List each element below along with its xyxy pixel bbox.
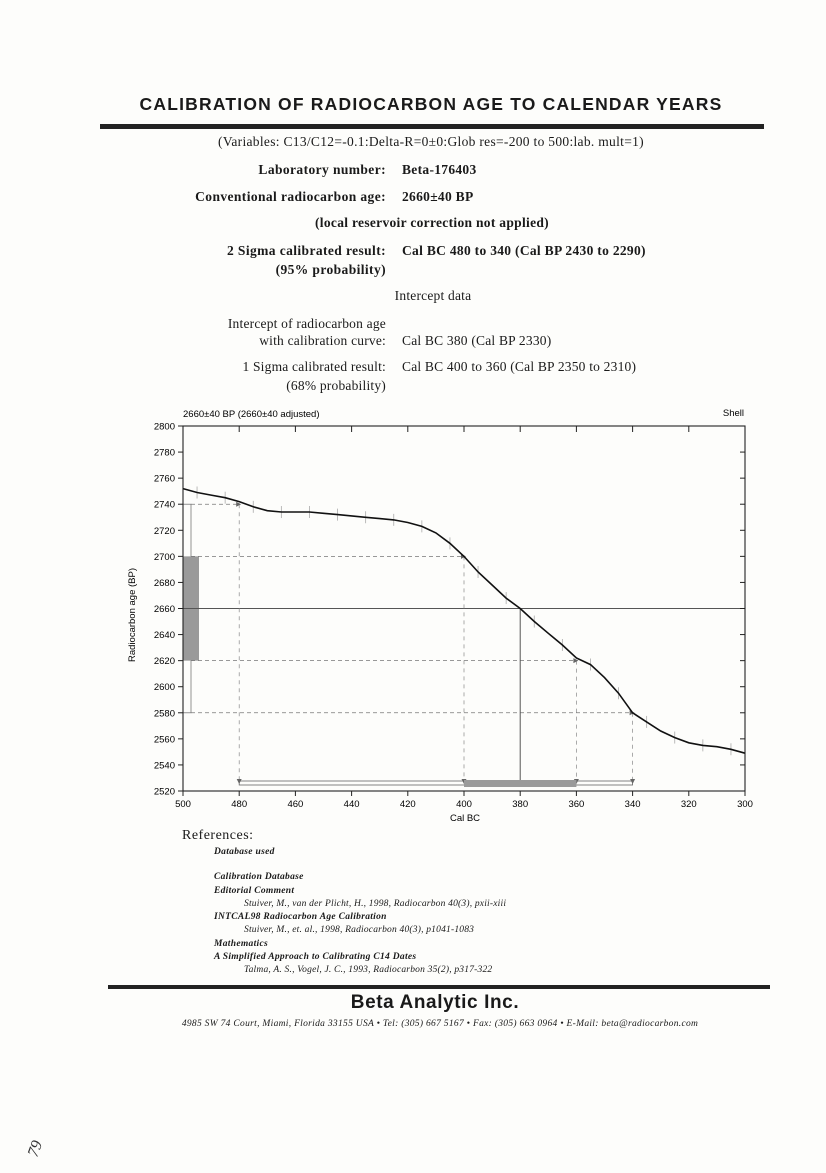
chart-corner-label: Shell: [722, 408, 744, 419]
one-sigma-result: Cal BC 400 to 360 (Cal BP 2350 to 2310): [402, 359, 637, 374]
two-sigma-result: Cal BC 480 to 340 (Cal BP 2430 to 2290): [402, 243, 646, 258]
x-tick-label: 420: [399, 799, 416, 810]
y-tick-label: 2660: [153, 604, 175, 615]
y-tick-label: 2560: [153, 734, 175, 746]
x-tick-label: 400: [456, 799, 472, 810]
y-tick-label: 2800: [153, 421, 175, 433]
footer-rule: [108, 985, 770, 989]
y-tick-label: 2680: [153, 577, 175, 589]
conventional-age-value: 2660±40 BP: [402, 189, 474, 204]
ref-approach-title: A Simplified Approach to Calibrating C14 Dates: [214, 952, 417, 962]
conventional-age-label: Conventional radiocarbon age:: [195, 189, 386, 204]
margin-handwritten-note: 79: [24, 1138, 47, 1160]
company-name: Beta Analytic Inc.: [350, 992, 520, 1013]
one-sigma-cal-range: [464, 780, 576, 787]
x-tick-label: 440: [343, 799, 360, 810]
ref-database-used: Database used: [214, 847, 275, 857]
lab-number-value: Beta-176403: [402, 162, 477, 177]
variables-line: (Variables: C13/C12=-0.1:Delta-R=0±0:Glob res=-200 to 500:lab. mult=1): [218, 134, 644, 149]
y-tick-label: 2540: [153, 760, 175, 772]
ref-intcal-title: INTCAL98 Radiocarbon Age Calibration: [214, 912, 387, 922]
y-tick-label: 2720: [153, 525, 175, 537]
y-tick-label: 2760: [153, 473, 175, 485]
y-axis-label: Radiocarbon age (BP): [127, 568, 138, 662]
y-tick-label: 2700: [153, 551, 175, 563]
x-tick-label: 340: [624, 799, 641, 810]
one-sigma-label: 1 Sigma calibrated result:: [242, 359, 386, 374]
x-tick-label: 500: [175, 799, 191, 810]
ref-intcal-citation: Stuiver, M., et. al., 1998, Radiocarbon 40(3), p1041-1083: [244, 925, 475, 935]
references-heading: References:: [182, 828, 254, 843]
lab-number-label: Laboratory number:: [258, 162, 386, 177]
intercept-value: Cal BC 380 (Cal BP 2330): [402, 333, 552, 348]
reservoir-note: (local reservoir correction not applied): [315, 215, 549, 230]
x-axis-label: Cal BC: [449, 813, 481, 824]
ref-editorial-citation: Stuiver, M., van der Plicht, H., 1998, Radiocarbon 40(3), pxii-xiii: [244, 899, 507, 909]
x-tick-label: 380: [512, 799, 529, 810]
two-sigma-probability: (95% probability): [275, 262, 386, 277]
ref-mathematics: Mathematics: [214, 939, 268, 949]
y-tick-label: 2740: [153, 499, 175, 511]
y-tick-label: 2580: [153, 708, 175, 720]
one-sigma-probability: (68% probability): [286, 378, 386, 393]
x-tick-label: 360: [568, 799, 585, 810]
chart-subtitle: 2660±40 BP (2660±40 adjusted): [183, 409, 320, 420]
calibration-chart: [0, 400, 826, 830]
document-title: CALIBRATION OF RADIOCARBON AGE TO CALENDAR YEARS: [139, 94, 723, 114]
x-tick-label: 460: [287, 799, 304, 810]
two-sigma-label: 2 Sigma calibrated result:: [226, 243, 386, 258]
intercept-heading: Intercept data: [394, 288, 472, 303]
title-rule: [100, 124, 764, 129]
y-tick-label: 2520: [153, 786, 175, 798]
x-tick-label: 300: [737, 799, 753, 810]
y-tick-label: 2640: [153, 630, 175, 642]
company-address: 4985 SW 74 Court, Miami, Florida 33155 USA • Tel: (305) 667 5167 • Fax: (305) 663 0964 • E-Mail: beta@radiocarbon.com: [181, 1019, 699, 1029]
x-tick-label: 320: [680, 799, 697, 810]
x-tick-label: 480: [231, 799, 248, 810]
ref-editorial-comment: Editorial Comment: [214, 886, 295, 896]
y-tick-label: 2780: [153, 447, 175, 459]
ref-calibration-database: Calibration Database: [214, 872, 304, 882]
y-tick-label: 2600: [153, 682, 175, 694]
intercept-label-line2: with calibration curve:: [259, 333, 386, 348]
ref-approach-citation: Talma, A. S., Vogel, J. C., 1993, Radiocarbon 35(2), p317-322: [244, 965, 493, 975]
intercept-label-line1: Intercept of radiocarbon age: [227, 316, 386, 331]
y-tick-label: 2620: [153, 656, 175, 668]
